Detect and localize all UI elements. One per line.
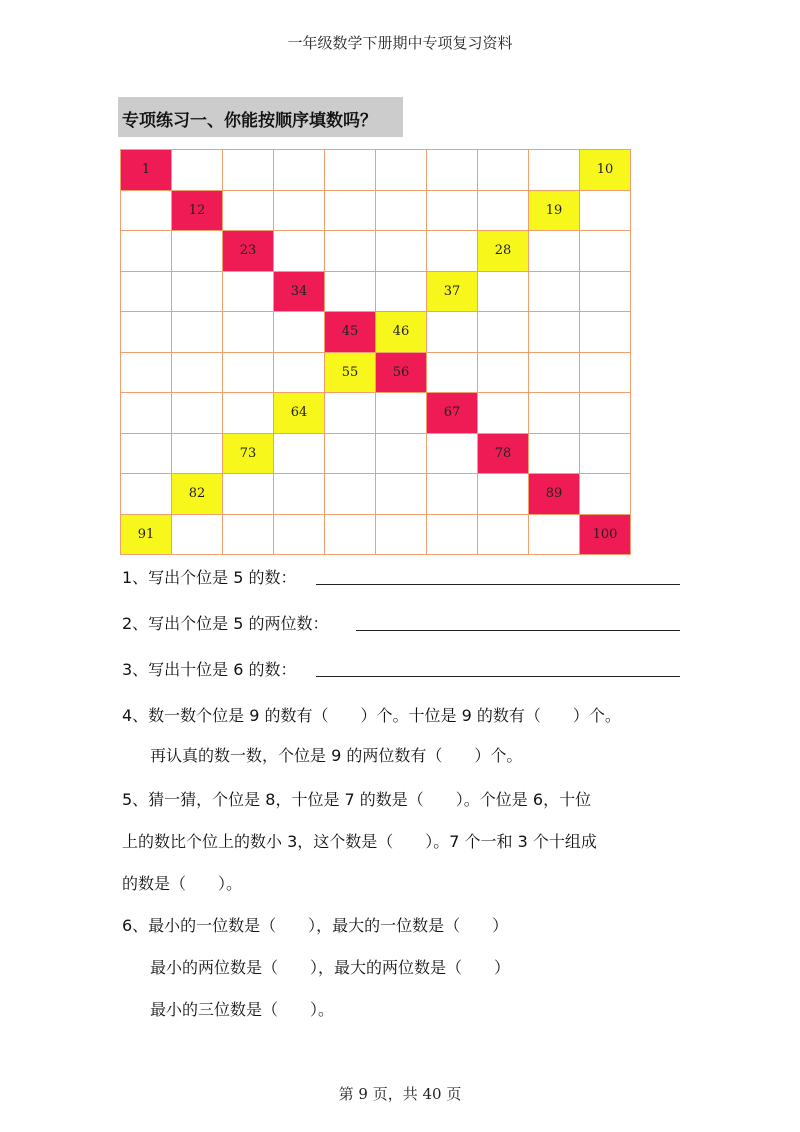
question-5-line-2: 上的数比个位上的数小 3，这个数是（ ）。7 个一和 3 个十组成 <box>122 832 597 851</box>
grid-cell-filled: 23 <box>223 231 274 272</box>
question-6-line-3: 最小的三位数是（ ）。 <box>150 1000 335 1019</box>
grid-cell-empty[interactable] <box>376 231 427 272</box>
question-6-line-2: 最小的两位数是（ ），最大的两位数是（ ） <box>150 958 511 977</box>
grid-cell-empty[interactable] <box>121 353 172 394</box>
question-5-line-3: 的数是（ ）。 <box>122 874 243 893</box>
grid-cell-empty[interactable] <box>223 515 274 556</box>
grid-cell-empty[interactable] <box>274 150 325 191</box>
grid-cell-empty[interactable] <box>223 272 274 313</box>
grid-cell-empty[interactable] <box>376 393 427 434</box>
grid-cell-empty[interactable] <box>121 191 172 232</box>
grid-cell-filled: 56 <box>376 353 427 394</box>
grid-cell-empty[interactable] <box>325 434 376 475</box>
grid-cell-empty[interactable] <box>172 353 223 394</box>
grid-cell-empty[interactable] <box>580 191 631 232</box>
grid-cell-filled: 45 <box>325 312 376 353</box>
grid-cell-empty[interactable] <box>427 353 478 394</box>
grid-cell-empty[interactable] <box>172 272 223 313</box>
grid-cell-empty[interactable] <box>325 515 376 556</box>
grid-cell-empty[interactable] <box>376 515 427 556</box>
grid-cell-empty[interactable] <box>580 231 631 272</box>
grid-cell-filled: 82 <box>172 474 223 515</box>
grid-cell-empty[interactable] <box>580 434 631 475</box>
grid-cell-empty[interactable] <box>580 272 631 313</box>
grid-cell-empty[interactable] <box>223 393 274 434</box>
grid-cell-empty[interactable] <box>172 393 223 434</box>
grid-cell-empty[interactable] <box>529 434 580 475</box>
grid-cell-empty[interactable] <box>223 474 274 515</box>
grid-cell-empty[interactable] <box>427 434 478 475</box>
grid-cell-empty[interactable] <box>376 191 427 232</box>
grid-cell-filled: 64 <box>274 393 325 434</box>
question-3: 3、写出十位是 6 的数： <box>122 660 297 679</box>
question-6-line-1: 6、最小的一位数是（ ），最大的一位数是（ ） <box>122 916 509 935</box>
grid-cell-empty[interactable] <box>121 231 172 272</box>
grid-cell-empty[interactable] <box>478 191 529 232</box>
grid-cell-filled: 73 <box>223 434 274 475</box>
grid-cell-empty[interactable] <box>376 150 427 191</box>
grid-cell-empty[interactable] <box>121 393 172 434</box>
grid-cell-empty[interactable] <box>274 231 325 272</box>
answer-line-2[interactable] <box>356 630 680 631</box>
grid-cell-empty[interactable] <box>529 150 580 191</box>
grid-cell-empty[interactable] <box>274 312 325 353</box>
grid-cell-empty[interactable] <box>325 474 376 515</box>
grid-cell-empty[interactable] <box>478 150 529 191</box>
grid-cell-empty[interactable] <box>478 353 529 394</box>
question-1: 1、写出个位是 5 的数： <box>122 568 297 587</box>
grid-cell-empty[interactable] <box>580 474 631 515</box>
grid-cell-empty[interactable] <box>172 231 223 272</box>
number-grid <box>120 149 631 555</box>
grid-cell-empty[interactable] <box>529 272 580 313</box>
grid-cell-filled: 37 <box>427 272 478 313</box>
grid-cell-empty[interactable] <box>529 353 580 394</box>
grid-cell-empty[interactable] <box>274 515 325 556</box>
answer-line-1[interactable] <box>316 584 680 585</box>
grid-cell-empty[interactable] <box>376 272 427 313</box>
grid-cell-empty[interactable] <box>223 353 274 394</box>
grid-cell-empty[interactable] <box>325 272 376 313</box>
grid-cell-filled: 1 <box>121 150 172 191</box>
grid-cell-empty[interactable] <box>121 312 172 353</box>
grid-cell-empty[interactable] <box>172 515 223 556</box>
grid-cell-empty[interactable] <box>478 272 529 313</box>
grid-cell-empty[interactable] <box>427 150 478 191</box>
answer-line-3[interactable] <box>316 676 680 677</box>
grid-cell-empty[interactable] <box>121 474 172 515</box>
grid-cell-empty[interactable] <box>121 272 172 313</box>
grid-cell-empty[interactable] <box>223 191 274 232</box>
grid-cell-filled: 67 <box>427 393 478 434</box>
question-4-line-2: 再认真的数一数，个位是 9 的两位数有（ ）个。 <box>150 746 523 765</box>
grid-cell-empty[interactable] <box>478 474 529 515</box>
grid-cell-empty[interactable] <box>325 191 376 232</box>
grid-cell-empty[interactable] <box>325 393 376 434</box>
grid-cell-filled: 12 <box>172 191 223 232</box>
grid-cell-filled: 78 <box>478 434 529 475</box>
question-4-line-1: 4、数一数个位是 9 的数有（ ）个。十位是 9 的数有（ ）个。 <box>122 706 621 725</box>
grid-cell-filled: 19 <box>529 191 580 232</box>
grid-cell-empty[interactable] <box>274 474 325 515</box>
grid-cell-empty[interactable] <box>325 150 376 191</box>
grid-cell-empty[interactable] <box>325 231 376 272</box>
page-footer: 第 9 页，共 40 页 <box>338 1085 462 1103</box>
grid-cell-filled: 28 <box>478 231 529 272</box>
grid-cell-empty[interactable] <box>580 393 631 434</box>
grid-cell-empty[interactable] <box>427 312 478 353</box>
grid-cell-filled: 10 <box>580 150 631 191</box>
grid-cell-empty[interactable] <box>427 191 478 232</box>
grid-cell-empty[interactable] <box>274 434 325 475</box>
grid-cell-empty[interactable] <box>172 434 223 475</box>
grid-cell-empty[interactable] <box>223 312 274 353</box>
grid-cell-filled: 100 <box>580 515 631 556</box>
grid-cell-empty[interactable] <box>427 474 478 515</box>
page-header: 一年级数学下册期中专项复习资料 <box>287 34 513 52</box>
grid-cell-empty[interactable] <box>427 515 478 556</box>
question-5-line-1: 5、猜一猜，个位是 8，十位是 7 的数是（ ）。个位是 6，十位 <box>122 790 592 809</box>
grid-cell-empty[interactable] <box>223 150 274 191</box>
question-2: 2、写出个位是 5 的两位数： <box>122 614 329 633</box>
section-title: 专项练习一、你能按顺序填数吗？ <box>118 97 403 137</box>
grid-cell-empty[interactable] <box>580 353 631 394</box>
grid-cell-filled: 34 <box>274 272 325 313</box>
grid-cell-filled: 91 <box>121 515 172 556</box>
grid-cell-empty[interactable] <box>274 353 325 394</box>
grid-cell-empty[interactable] <box>478 393 529 434</box>
grid-cell-empty[interactable] <box>478 312 529 353</box>
grid-cell-empty[interactable] <box>529 231 580 272</box>
grid-cell-empty[interactable] <box>529 393 580 434</box>
grid-cell-empty[interactable] <box>427 231 478 272</box>
grid-cell-filled: 55 <box>325 353 376 394</box>
grid-cell-filled: 89 <box>529 474 580 515</box>
grid-cell-empty[interactable] <box>274 191 325 232</box>
grid-cell-filled: 46 <box>376 312 427 353</box>
grid-cell-empty[interactable] <box>478 515 529 556</box>
grid-cell-empty[interactable] <box>376 474 427 515</box>
grid-cell-empty[interactable] <box>121 434 172 475</box>
grid-cell-empty[interactable] <box>172 312 223 353</box>
grid-cell-empty[interactable] <box>172 150 223 191</box>
grid-cell-empty[interactable] <box>529 515 580 556</box>
grid-cell-empty[interactable] <box>529 312 580 353</box>
grid-cell-empty[interactable] <box>376 434 427 475</box>
grid-cell-empty[interactable] <box>580 312 631 353</box>
